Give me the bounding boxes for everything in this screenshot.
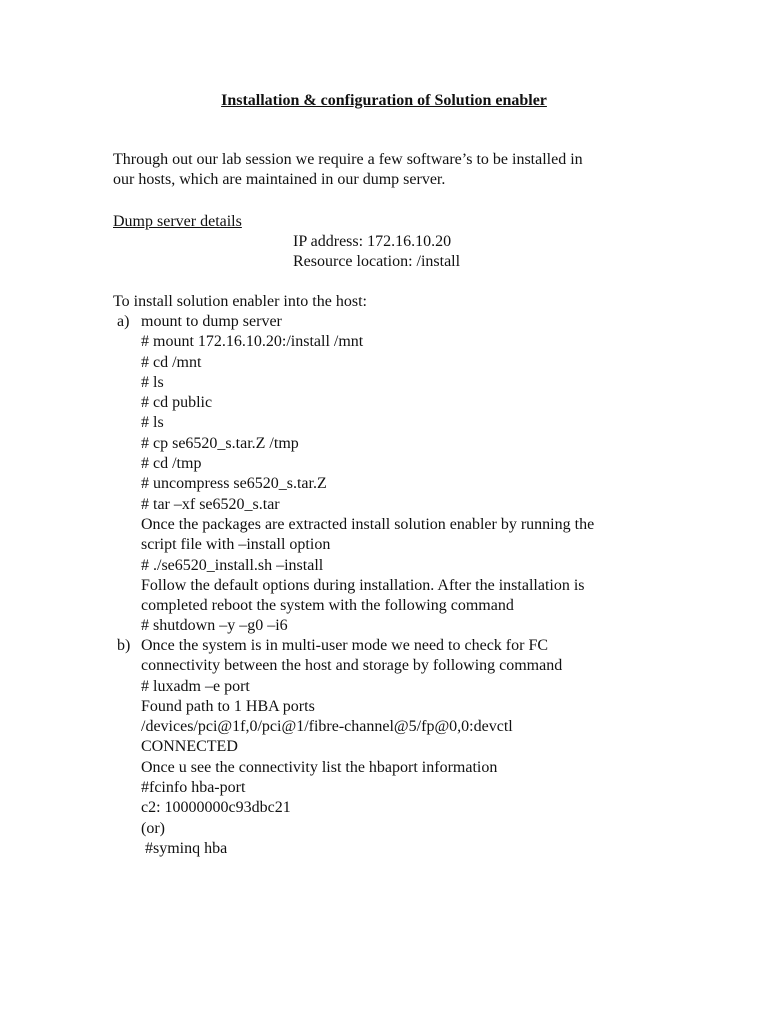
dump-server-details [293, 232, 460, 273]
command-line: # cd /tmp [141, 455, 202, 473]
step-line: Once u see the connectivity list the hbaport information [141, 758, 498, 776]
command-line: # cd public [141, 394, 213, 412]
resource-location-line: Resource location: /install [293, 253, 461, 271]
command-line: # mount 172.16.10.20:/install /mnt [141, 333, 364, 351]
step-line: Once the system is in multi-user mode we need to check for FC [141, 637, 549, 654]
step-line: mount to dump server [141, 313, 282, 330]
step-line: script file with –install option [141, 536, 331, 554]
command-line: # cd /mnt [141, 353, 202, 371]
intro-line: Through out our lab session we require a few software’s to be installed in [113, 151, 583, 168]
step-line: connectivity between the host and storage by following command [141, 657, 563, 675]
command-line: # luxadm –e port [141, 677, 250, 695]
output-line: /devices/pci@1f,0/pci@1/fibre-channel@5/fp@0,0:devctl [141, 718, 513, 736]
output-line: CONNECTED [141, 738, 238, 756]
command-line: # ls [141, 373, 164, 391]
step-lines [141, 636, 562, 859]
command-line: # ./se6520_install.sh –install [141, 556, 324, 574]
step-marker: a) [117, 313, 130, 330]
step-marker: b) [117, 637, 131, 654]
step-line: Follow the default options during installation. After the installation is [141, 576, 585, 594]
step-lines [141, 312, 594, 637]
command-line: #fcinfo hba-port [141, 779, 246, 797]
dump-server-heading: Dump server details [113, 213, 242, 230]
command-line: # shutdown –y –g0 –i6 [141, 617, 288, 635]
step-line: Once the packages are extracted install solution enabler by running the [141, 515, 595, 533]
install-intro: To install solution enabler into the host: [113, 293, 367, 310]
intro-paragraph [113, 150, 673, 191]
ip-address-line: IP address: 172.16.10.20 [293, 233, 452, 250]
step-line: completed reboot the system with the following command [141, 597, 514, 615]
command-line: # tar –xf se6520_s.tar [141, 495, 280, 513]
output-line: Found path to 1 HBA ports [141, 697, 315, 715]
step-line: (or) [141, 819, 165, 837]
command-line: # cp se6520_s.tar.Z /tmp [141, 434, 299, 452]
document-title: Installation & configuration of Solution enabler [221, 92, 547, 109]
command-line: # ls [141, 414, 164, 432]
command-line: #syminq hba [141, 839, 228, 857]
intro-line: our hosts, which are maintained in our dump server. [113, 171, 446, 189]
command-line: # uncompress se6520_s.tar.Z [141, 475, 327, 493]
output-line: c2: 10000000c93dbc21 [141, 799, 291, 817]
